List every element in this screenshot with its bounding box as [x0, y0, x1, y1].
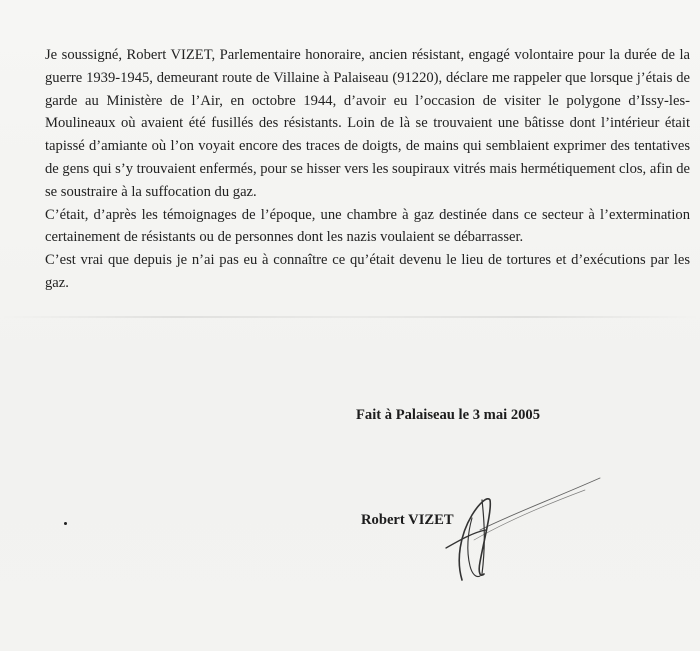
paragraph-3: C’est vrai que depuis je n’ai pas eu à connaître ce qu’était devenu le lieu de tortures et d’exécutions par les gaz.: [45, 252, 690, 291]
handwritten-signature-icon: [410, 470, 610, 585]
declaration-body: [45, 44, 690, 295]
paper-fold-line: [0, 316, 700, 318]
paragraph-2: C’était, d’après les témoignages de l’époque, une chambre à gaz destinée dans ce secteur à l’extermination certainement de résistants ou de personnes dont les nazis voulaient se débarrasser.: [45, 206, 690, 246]
ink-speck: [64, 522, 67, 525]
paragraph-1: Je soussigné, Robert VIZET, Parlementaire honoraire, ancien résistant, engagé volontaire pour la durée de la guerre 1939-1945, demeurant route de Villaine à Palaiseau (91220), déclare me rappeler que lorsque j’étais de garde au Ministère de l’Air, en octobre 1944, d’avoir eu l’occasion de visiter le polygone d’Issy-les-Moulineaux où avaient été fusillés des résistants. Loin de là se trouvaient une bâtisse dont l’intérieur était tapissé d’amiante où l’on voyait encore des traces de doigts, de mains qui semblaient exprimer des tentatives de gens qui s’y trouvaient enfermés, pour se hisser vers les soupiraux vitrés mais hermétiquement clos, afin de se soustraire à la suffocation du gaz.: [45, 47, 690, 200]
signer-name: Robert VIZET: [361, 512, 454, 528]
place-and-date: Fait à Palaiseau le 3 mai 2005: [356, 407, 541, 423]
